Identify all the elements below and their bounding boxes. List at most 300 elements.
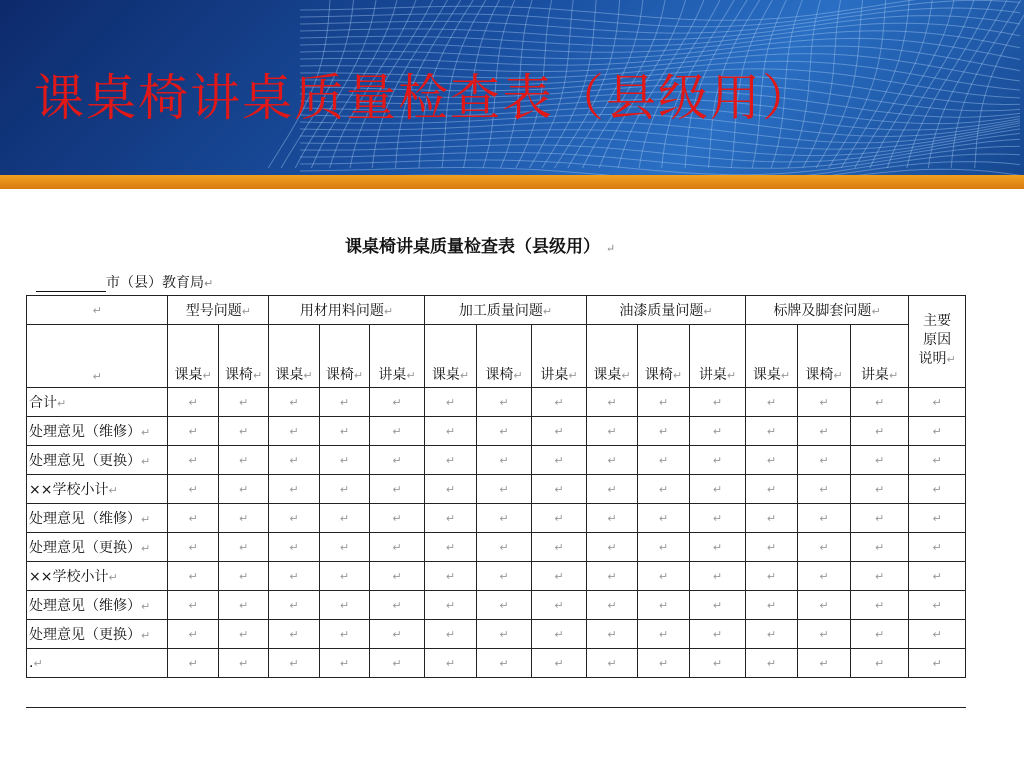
empty-cell (269, 591, 319, 620)
document-title-text: 课桌椅讲桌质量检查表（县级用） (345, 237, 600, 257)
group-header (587, 296, 746, 325)
table-row (27, 649, 966, 678)
cell-mark: ↵ (932, 483, 942, 496)
group-header-label: 油漆质量问题 (619, 303, 704, 319)
cell-mark: ↵ (238, 512, 249, 525)
empty-cell (850, 533, 909, 562)
cell-mark: ↵ (289, 541, 299, 554)
cell-mark: ↵ (542, 305, 553, 318)
cell-mark: ↵ (445, 570, 456, 583)
cell-mark: ↵ (445, 628, 456, 641)
empty-cell (798, 620, 851, 649)
group-header-label: 用材用料问题 (299, 303, 384, 319)
empty-cell (269, 533, 319, 562)
empty-cell (798, 591, 851, 620)
empty-cell (424, 591, 477, 620)
cell-mark: ↵ (712, 454, 723, 467)
table-row (27, 475, 966, 504)
cell-mark: ↵ (607, 396, 617, 409)
cell-mark: ↵ (445, 483, 456, 496)
cell-mark: ↵ (766, 454, 777, 467)
cell-mark: ↵ (238, 454, 249, 467)
cell-mark: ↵ (712, 512, 723, 525)
empty-cell (690, 620, 746, 649)
empty-cell (168, 591, 218, 620)
subheader-label: 讲桌 (378, 367, 407, 383)
empty-cell (319, 649, 369, 678)
cell-mark: ↵ (703, 305, 713, 318)
subheader-label: 讲桌 (698, 367, 727, 383)
empty-cell (477, 504, 532, 533)
cell-mark: ↵ (554, 599, 564, 612)
empty-cell (218, 533, 268, 562)
cell-mark: ↵ (554, 541, 564, 554)
empty-cell (637, 620, 690, 649)
cell-mark: ↵ (554, 483, 564, 496)
cell-mark: ↵ (339, 628, 350, 641)
cell-mark: ↵ (874, 628, 885, 641)
empty-cell (424, 504, 477, 533)
row-label: . (29, 655, 34, 671)
empty-cell (587, 475, 637, 504)
empty-cell (850, 504, 909, 533)
cell-mark: ↵ (874, 657, 885, 670)
cell-mark: ↵ (874, 454, 885, 467)
cell-mark: ↵ (871, 305, 881, 318)
subheader-label: 讲桌 (860, 367, 889, 383)
empty-cell (477, 649, 532, 678)
accent-bar (0, 175, 1024, 189)
empty-cell (269, 504, 319, 533)
subheader-label: 课桌 (174, 367, 203, 383)
cell-mark: ↵ (188, 599, 198, 612)
row-label-cell (27, 446, 168, 475)
cell-mark: ↵ (658, 396, 669, 409)
cell-mark: ↵ (459, 369, 470, 382)
subheader-label: 课桌 (275, 367, 304, 383)
table-row (27, 533, 966, 562)
empty-cell (587, 446, 637, 475)
cell-mark: ↵ (339, 425, 350, 438)
empty-cell (909, 649, 966, 678)
cell-mark: ↵ (392, 512, 402, 525)
row-label: ××学校小计 (29, 482, 109, 498)
empty-cell (370, 417, 425, 446)
table-row (27, 562, 966, 591)
empty-cell (477, 533, 532, 562)
empty-cell (319, 417, 369, 446)
empty-cell (745, 533, 798, 562)
cell-mark: ↵ (712, 570, 723, 583)
subheader-cell (168, 325, 218, 388)
cell-mark: ↵ (766, 483, 777, 496)
empty-cell (587, 388, 637, 417)
empty-cell (424, 475, 477, 504)
empty-cell (168, 620, 218, 649)
paragraph-mark: ↵ (204, 277, 214, 290)
cell-mark: ↵ (712, 628, 723, 641)
group-header (424, 296, 587, 325)
table-row (27, 446, 966, 475)
subheader-cell (531, 325, 587, 388)
empty-cell (850, 591, 909, 620)
row-label-cell (27, 417, 168, 446)
empty-cell (218, 504, 268, 533)
empty-cell (798, 562, 851, 591)
empty-cell (319, 562, 369, 591)
cell-mark: ↵ (932, 657, 942, 670)
cell-mark: ↵ (874, 483, 885, 496)
cell-mark: ↵ (241, 305, 251, 318)
cell-mark: ↵ (188, 657, 198, 670)
cell-mark: ↵ (289, 396, 299, 409)
cell-mark: ↵ (946, 352, 956, 366)
cell-mark: ↵ (445, 512, 456, 525)
empty-cell (269, 562, 319, 591)
inspection-table (26, 295, 966, 678)
empty-cell (269, 446, 319, 475)
cell-mark: ↵ (499, 425, 509, 438)
group-header-label: 型号问题 (185, 303, 242, 319)
empty-cell (637, 388, 690, 417)
cell-mark: ↵ (141, 513, 151, 526)
empty-cell (319, 504, 369, 533)
cell-mark: ↵ (658, 483, 669, 496)
cell-mark: ↵ (766, 396, 777, 409)
cell-mark: ↵ (819, 425, 829, 438)
reason-header-line (911, 312, 963, 331)
org-line (36, 272, 213, 292)
empty-cell (587, 417, 637, 446)
table-row (27, 591, 966, 620)
cell-mark: ↵ (289, 570, 299, 583)
cell-mark: ↵ (932, 599, 942, 612)
cell-mark: ↵ (499, 628, 509, 641)
row-label-cell (27, 504, 168, 533)
cell-mark: ↵ (568, 369, 578, 382)
empty-cell (637, 504, 690, 533)
empty-cell (745, 475, 798, 504)
cell-mark: ↵ (607, 512, 617, 525)
empty-cell (269, 475, 319, 504)
cell-mark: ↵ (554, 512, 564, 525)
cell-mark: ↵ (766, 425, 777, 438)
empty-cell (745, 620, 798, 649)
cell-mark: ↵ (819, 570, 829, 583)
cell-mark: ↵ (339, 570, 350, 583)
cell-mark: ↵ (607, 425, 617, 438)
table-row (27, 417, 966, 446)
cell-mark: ↵ (188, 454, 198, 467)
empty-cell (909, 562, 966, 591)
row-label: 处理意见（维修） (29, 598, 141, 614)
empty-cell (745, 446, 798, 475)
cell-mark: ↵ (712, 396, 723, 409)
cell-mark: ↵ (252, 369, 263, 382)
subheader-cell (690, 325, 746, 388)
row-label: 合计 (29, 395, 57, 411)
table-row (27, 504, 966, 533)
cell-mark: ↵ (607, 657, 617, 670)
cell-mark: ↵ (874, 425, 885, 438)
empty-cell (319, 388, 369, 417)
subheader-label: 讲桌 (540, 367, 569, 383)
empty-cell (218, 562, 268, 591)
empty-cell (424, 562, 477, 591)
empty-cell (587, 591, 637, 620)
empty-cell (587, 562, 637, 591)
cell-mark: ↵ (289, 425, 299, 438)
cell-mark: ↵ (141, 426, 151, 439)
empty-cell (319, 446, 369, 475)
subheader-cell (477, 325, 532, 388)
row-label-cell (27, 649, 168, 678)
empty-cell (909, 620, 966, 649)
empty-cell (531, 388, 587, 417)
cell-mark: ↵ (932, 425, 942, 438)
cell-mark: ↵ (554, 396, 564, 409)
subheader-cell (850, 325, 909, 388)
row-label-cell (27, 388, 168, 417)
empty-cell (269, 417, 319, 446)
cell-mark: ↵ (932, 541, 942, 554)
empty-cell (798, 649, 851, 678)
empty-cell (850, 475, 909, 504)
subheader-cell (798, 325, 851, 388)
cell-mark: ↵ (289, 628, 299, 641)
empty-cell (637, 475, 690, 504)
cell-mark: ↵ (92, 304, 102, 317)
cell-mark: ↵ (339, 541, 350, 554)
group-header (168, 296, 269, 325)
row-label: 处理意见（更换） (29, 453, 141, 469)
empty-cell (531, 533, 587, 562)
group-header (269, 296, 424, 325)
row-label-cell (27, 475, 168, 504)
cell-mark: ↵ (303, 369, 313, 382)
cell-mark: ↵ (108, 571, 118, 584)
cell-mark: ↵ (712, 541, 723, 554)
cell-mark: ↵ (554, 454, 564, 467)
cell-mark: ↵ (819, 599, 829, 612)
row-label: 处理意见（更换） (29, 540, 141, 556)
cell-mark: ↵ (188, 541, 198, 554)
cell-mark: ↵ (238, 599, 249, 612)
cell-mark: ↵ (932, 396, 942, 409)
empty-cell (218, 620, 268, 649)
empty-cell (587, 620, 637, 649)
empty-cell (218, 388, 268, 417)
cell-mark: ↵ (188, 425, 198, 438)
empty-cell (637, 562, 690, 591)
subheader-cell (218, 325, 268, 388)
cell-mark: ↵ (499, 541, 509, 554)
row-label-cell (27, 533, 168, 562)
cell-mark: ↵ (819, 657, 829, 670)
empty-cell (424, 388, 477, 417)
row-label: 处理意见（维修） (29, 424, 141, 440)
cell-mark: ↵ (392, 425, 402, 438)
cell-mark: ↵ (658, 599, 669, 612)
cell-mark: ↵ (712, 483, 723, 496)
cell-mark: ↵ (141, 600, 151, 613)
empty-cell (909, 533, 966, 562)
cell-mark: ↵ (108, 484, 118, 497)
empty-cell (370, 446, 425, 475)
row-label-cell (27, 591, 168, 620)
row-label: 处理意见（维修） (29, 511, 141, 527)
empty-cell (168, 649, 218, 678)
cell-mark: ↵ (513, 369, 523, 382)
empty-cell (798, 504, 851, 533)
cell-mark: ↵ (339, 454, 350, 467)
cell-mark: ↵ (339, 483, 350, 496)
cell-mark: ↵ (499, 396, 509, 409)
cell-mark: ↵ (92, 370, 102, 383)
row-label-cell (27, 562, 168, 591)
empty-cell (798, 417, 851, 446)
cell-mark: ↵ (238, 425, 249, 438)
table-row (27, 620, 966, 649)
cell-mark: ↵ (766, 628, 777, 641)
cell-mark: ↵ (445, 396, 456, 409)
empty-cell (909, 446, 966, 475)
subheader-cell (424, 325, 477, 388)
reason-header-line (911, 331, 963, 350)
cell-mark: ↵ (499, 657, 509, 670)
cell-mark: ↵ (353, 369, 364, 382)
empty-cell (798, 533, 851, 562)
empty-cell (850, 446, 909, 475)
empty-cell (370, 388, 425, 417)
cell-mark: ↵ (188, 483, 198, 496)
cell-mark: ↵ (712, 599, 723, 612)
cell-mark: ↵ (339, 396, 350, 409)
cell-mark: ↵ (499, 454, 509, 467)
subheader-label: 课桌 (431, 367, 460, 383)
empty-cell (850, 620, 909, 649)
subheader-label: 课椅 (485, 367, 514, 383)
cell-mark: ↵ (554, 657, 564, 670)
cell-mark: ↵ (932, 454, 942, 467)
empty-cell (370, 533, 425, 562)
empty-cell (218, 417, 268, 446)
cell-mark: ↵ (766, 599, 777, 612)
empty-cell (168, 562, 218, 591)
empty-cell (531, 417, 587, 446)
empty-cell (424, 649, 477, 678)
group-header (745, 296, 909, 325)
cell-mark: ↵ (819, 541, 829, 554)
cell-mark: ↵ (57, 397, 67, 410)
header-row (27, 296, 966, 325)
subheader-cell (319, 325, 369, 388)
cell-mark: ↵ (607, 483, 617, 496)
empty-cell (745, 417, 798, 446)
cell-mark: ↵ (339, 512, 350, 525)
cell-mark: ↵ (819, 628, 829, 641)
empty-cell (690, 533, 746, 562)
empty-cell (690, 591, 746, 620)
empty-cell (424, 446, 477, 475)
empty-cell (637, 446, 690, 475)
subheader-label: 课椅 (644, 367, 673, 383)
cell-mark: ↵ (238, 541, 249, 554)
cell-mark: ↵ (819, 512, 829, 525)
cell-mark: ↵ (188, 628, 198, 641)
cell-mark: ↵ (658, 657, 669, 670)
cell-mark: ↵ (621, 369, 631, 382)
empty-cell (168, 475, 218, 504)
cell-mark: ↵ (932, 512, 942, 525)
cell-mark: ↵ (874, 512, 885, 525)
cell-mark: ↵ (238, 483, 249, 496)
cell-mark: ↵ (238, 657, 249, 670)
cell-mark: ↵ (888, 369, 899, 382)
empty-cell (798, 388, 851, 417)
reason-header-text: 主要 (923, 312, 952, 329)
empty-cell (745, 591, 798, 620)
empty-cell (637, 417, 690, 446)
reason-header (909, 296, 966, 388)
empty-cell (477, 620, 532, 649)
cell-mark: ↵ (499, 599, 509, 612)
cell-mark: ↵ (607, 599, 617, 612)
empty-cell (168, 417, 218, 446)
empty-cell (531, 562, 587, 591)
empty-cell (531, 504, 587, 533)
cell-mark: ↵ (339, 599, 350, 612)
empty-cell (909, 388, 966, 417)
empty-cell (218, 475, 268, 504)
empty-cell (690, 388, 746, 417)
row-label: ××学校小计 (29, 569, 109, 585)
cell-mark: ↵ (392, 541, 402, 554)
empty-cell (477, 446, 532, 475)
empty-cell (909, 417, 966, 446)
cell-mark: ↵ (445, 454, 456, 467)
empty-cell (690, 504, 746, 533)
empty-cell (690, 649, 746, 678)
empty-cell (168, 388, 218, 417)
reason-header-line (911, 350, 963, 369)
empty-cell (477, 475, 532, 504)
table-row (27, 388, 966, 417)
empty-cell (319, 620, 369, 649)
footnote-cutoff (26, 707, 966, 713)
subheader-cell (370, 325, 425, 388)
cell-mark: ↵ (289, 657, 299, 670)
empty-cell (690, 562, 746, 591)
cell-mark: ↵ (554, 570, 564, 583)
empty-cell (587, 533, 637, 562)
empty-cell (587, 649, 637, 678)
banner-title: 课桌椅讲桌质量检查表（县级用） (34, 69, 814, 127)
cell-mark: ↵ (658, 512, 669, 525)
cell-mark: ↵ (833, 369, 843, 382)
subheader-cell (637, 325, 690, 388)
cell-mark: ↵ (607, 628, 617, 641)
cell-mark: ↵ (658, 570, 669, 583)
cell-mark: ↵ (874, 396, 885, 409)
cell-mark: ↵ (874, 570, 885, 583)
subheader-cell (587, 325, 637, 388)
cell-mark: ↵ (499, 570, 509, 583)
cell-mark: ↵ (658, 425, 669, 438)
cell-mark: ↵ (238, 396, 249, 409)
empty-cell (477, 591, 532, 620)
cell-mark: ↵ (289, 454, 299, 467)
